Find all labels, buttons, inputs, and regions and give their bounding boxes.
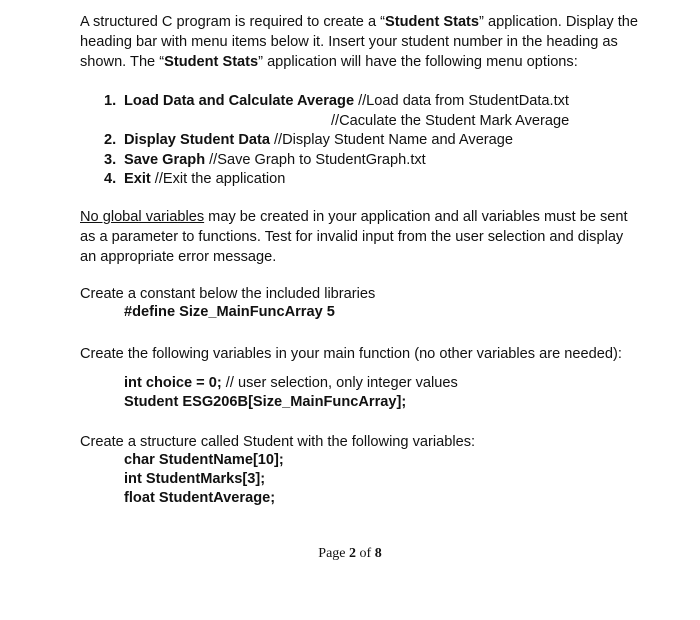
intro-paragraph (80, 12, 640, 72)
menu-option-2 (104, 131, 624, 151)
student-array-code: Student ESG206B[Size_MainFuncArray]; (124, 394, 407, 410)
no-global-variables-underlined: No global variables (80, 209, 205, 225)
menu-option-label: Display Student Data (124, 132, 270, 148)
menu-option-number: 4. (104, 171, 117, 187)
menu-option-label: Exit (124, 171, 151, 187)
menu-option-comment: //Load data from StudentData.txt (358, 93, 569, 109)
menu-option-number: 2. (104, 132, 117, 148)
global-variables-paragraph (80, 207, 640, 267)
global-variables-text: may be created in your application and all variables must be sent as a parameter to functions. Test for invalid input from the user selection and display an appropriate error message. (80, 209, 628, 265)
menu-option-4 (104, 170, 624, 190)
menu-option-comment: //Display Student Name and Average (273, 132, 514, 148)
menu-option-3 (104, 151, 624, 171)
app-name-bold-2: Student Stats (164, 54, 259, 70)
intro-text-2: ” application. Display the heading bar with menu items below it. Insert your student number in the heading as shown. The “ (80, 14, 639, 70)
page-word: Page (318, 546, 346, 561)
menu-option-1-continuation: //Caculate the Student Mark Average (331, 112, 570, 129)
struct-field-marks: int StudentMarks[3]; (124, 471, 266, 487)
menu-option-label: Save Graph (124, 151, 206, 168)
choice-comment: // user selection, only integer values (221, 375, 458, 391)
total-pages-number: 8 (374, 546, 382, 561)
menu-option-1 (104, 92, 624, 112)
intro-text-1: A structured C program is required to create a “ (80, 14, 385, 30)
menu-option-number: 3. (104, 151, 117, 168)
struct-field-average: float StudentAverage; (124, 490, 276, 506)
menu-option-comment: //Exit the application (154, 171, 286, 187)
choice-variable-code (124, 374, 458, 393)
struct-paragraph: Create a structure called Student with the following variables: (80, 434, 476, 450)
app-name-bold-1: Student Stats (384, 14, 480, 30)
of-word: of (359, 546, 372, 561)
define-constant-code: #define Size_MainFuncArray 5 (124, 304, 335, 320)
page-number-footer (0, 546, 700, 562)
main-variables-paragraph: Create the following variables in your main function (no other variables are needed): (80, 346, 622, 362)
menu-option-label: Load Data and Calculate Average (124, 93, 355, 109)
current-page-number: 2 (349, 546, 357, 561)
menu-option-number: 1. (104, 93, 117, 109)
menu-option-comment: //Save Graph to StudentGraph.txt (209, 151, 426, 168)
choice-declaration: int choice = 0; (124, 375, 222, 391)
struct-field-name: char StudentName[10]; (124, 452, 284, 468)
constant-paragraph: Create a constant below the included libraries (80, 286, 376, 302)
intro-text-3: ” application will have the following menu options: (258, 54, 578, 70)
menu-options-list (104, 92, 624, 190)
